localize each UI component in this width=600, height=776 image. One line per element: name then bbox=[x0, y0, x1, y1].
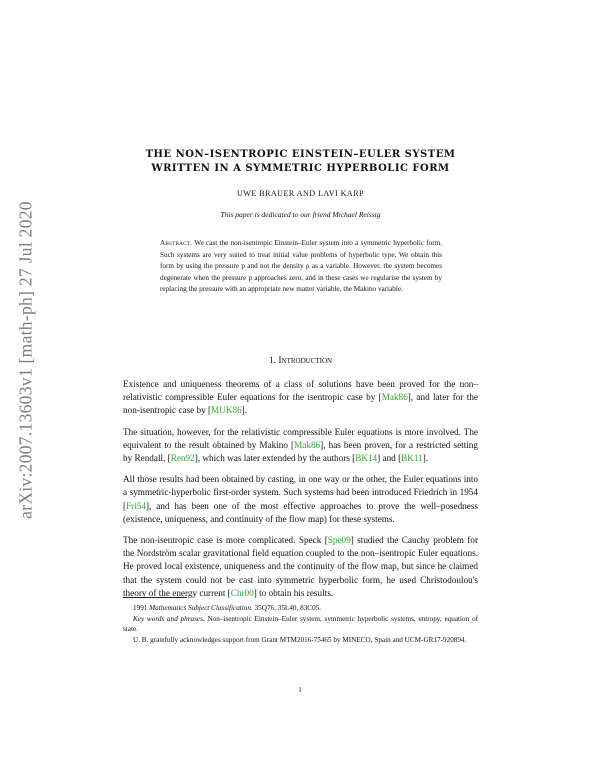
title-line-1: THE NON–ISENTROPIC EINSTEIN–EULER SYSTEM bbox=[145, 149, 456, 160]
citation-link[interactable]: Mak86 bbox=[294, 439, 321, 450]
text-run: ] and [ bbox=[377, 453, 402, 464]
citation-link[interactable]: Spe09 bbox=[327, 535, 351, 546]
text-run: All those results had been obtained by casting, in one way or the other, the Euler equations into a symmetric-hyperbolic first-order system. Such systems had been introduced Friedrich in 1954 [ bbox=[123, 474, 478, 511]
title-line-2: WRITTEN IN A SYMMETRIC HYPERBOLIC FORM bbox=[151, 163, 450, 174]
body-text bbox=[123, 378, 478, 608]
text-run: ] to obtain his results. bbox=[253, 587, 334, 598]
citation-link[interactable]: MUK86 bbox=[211, 405, 242, 416]
citation-link[interactable]: Ren92 bbox=[170, 453, 195, 464]
footnote-label: Mathematics Subject Classification. bbox=[149, 604, 253, 612]
footnotes bbox=[123, 603, 478, 645]
text-run: ], has been proven, for a restricted setting by Rendall, [ bbox=[123, 439, 478, 464]
text-run: 35Q76, 35L40, 83C05. bbox=[252, 604, 322, 612]
text-run: ]. bbox=[422, 453, 429, 464]
arxiv-stamp-text: arXiv:2007.13603v1 [math-ph] 27 Jul 2020 bbox=[15, 201, 36, 519]
authors: UWE BRAUER AND LAVI KARP bbox=[237, 189, 364, 198]
page-number: 1 bbox=[298, 686, 302, 694]
text-run: ], and has been one of the most effective approaches to prove the well–posedness (existence, uniqueness, and continuity of the flow map) for these systems. bbox=[123, 500, 478, 524]
text-run: The situation, however, for the relativistic compressible Euler equations is more involved. The equivalent to the result obtained by Makino [ bbox=[123, 426, 478, 450]
text-run: ] studied the Cauchy problem for the Nordström scalar gravitational field equation coupled to the non–isentropic Euler equations. He proved local existence, uniqueness and the continuity of the flow map, but since he claimed that the system could not be cast into symmetric hyperbolic form, he used Christodoulou's theory of the energy current [ bbox=[123, 535, 479, 598]
citation-link[interactable]: BK11 bbox=[401, 453, 423, 464]
footnote-divider bbox=[123, 597, 187, 598]
abstract-label: Abstract. bbox=[160, 239, 193, 247]
text-run: ], and later for the non-isentropic case by [ bbox=[123, 392, 478, 416]
dedication: This paper is dedicated to our friend Michael Reissig bbox=[220, 210, 381, 219]
arxiv-side-stamp bbox=[4, 160, 48, 560]
text-run: The non-isentropic case is more complicated. Speck [ bbox=[123, 535, 328, 546]
text-run: Existence and uniqueness theorems of a class of solutions have been proved for the non–relativistic compressible Euler equations for the isentropic case by [ bbox=[123, 379, 478, 403]
paper-title bbox=[123, 148, 478, 176]
text-run: ]. bbox=[241, 405, 248, 416]
text-run: 1991 bbox=[133, 604, 150, 612]
section-heading bbox=[123, 356, 478, 366]
abstract bbox=[160, 238, 442, 296]
text-run: Non–isentropic Einstein–Euler system, symmetric hyperbolic systems, entropy, equation of state. bbox=[123, 614, 478, 634]
paragraph-2 bbox=[123, 426, 478, 466]
paragraph-4 bbox=[123, 534, 478, 600]
abstract-text: We cast the non-isentropic Einstein–Euler system into a symmetric hyperbolic form. Such systems are very suited to treat initial value problems of hyperbolic type. We obtain this form by using the pressure p and not the density ρ as a variable. However, the system becomes degenerate when the pressure p approaches zero, and in these cases we regularise the system by replacing the pressure with an appropriate new matter variable, the Makino variable. bbox=[160, 239, 442, 294]
section-number: 1. bbox=[268, 356, 277, 366]
footnote-keywords bbox=[123, 614, 478, 635]
citation-link[interactable]: BK14 bbox=[355, 453, 378, 464]
section-title: Introduction bbox=[278, 356, 333, 366]
footnote-acknowledgement: U. B. gratefully acknowledges support from Grant MTM2016-75465 by MINECO, Spain and UCM-GR17-920894. bbox=[133, 635, 467, 644]
citation-link[interactable]: Mak86 bbox=[381, 392, 408, 403]
citation-link[interactable]: Chr00 bbox=[230, 587, 254, 598]
paragraph-3 bbox=[123, 473, 478, 526]
citation-link[interactable]: Fri54 bbox=[126, 500, 146, 511]
footnote-label: Key words and phrases. bbox=[133, 614, 205, 623]
paragraph-1 bbox=[123, 378, 478, 418]
text-run: ], which was later extended by the authors [ bbox=[194, 453, 356, 464]
footnote-msc bbox=[123, 603, 478, 614]
